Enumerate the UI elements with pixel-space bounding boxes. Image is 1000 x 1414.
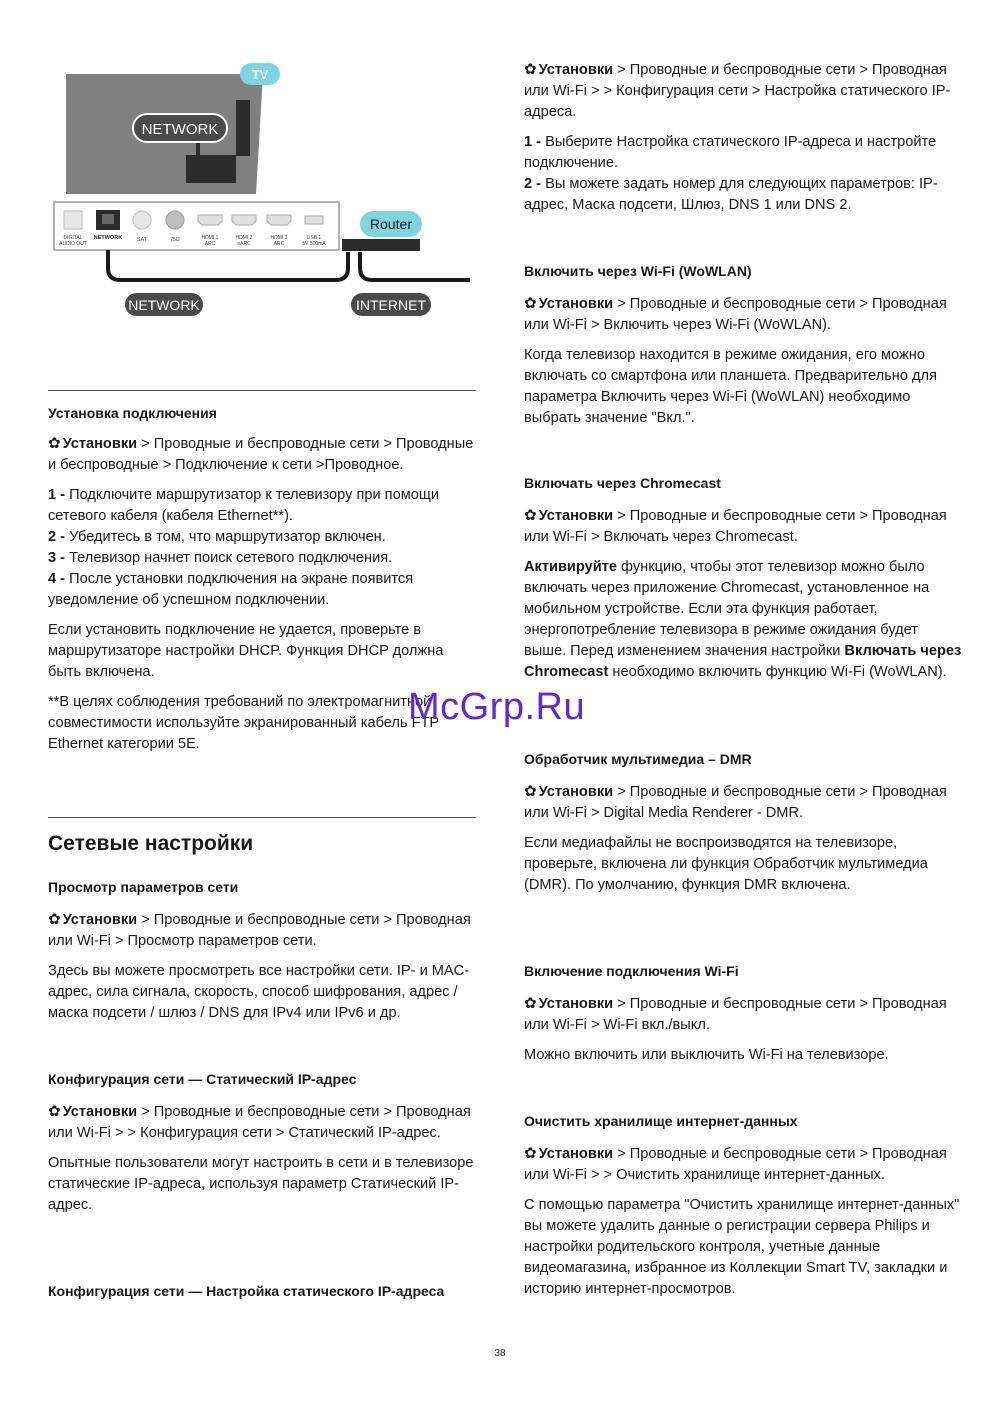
section-divider bbox=[48, 817, 476, 818]
paragraph: Когда телевизор находится в режиме ожидания, его можно включать со смартфона или планшета. Предварительно для параметра Включить через Wi-Fi (WoWLAN) необходимо выбрать значение "Вкл.". bbox=[524, 347, 937, 426]
path-text: > Проводные и беспроводные сети > Проводная или Wi-Fi > Wi-Fi вкл./выкл. bbox=[524, 996, 947, 1033]
port-label: HDMI 2 bbox=[235, 235, 253, 241]
gear-icon: ✿ bbox=[524, 507, 537, 524]
settings-label: Установки bbox=[62, 912, 138, 928]
settings-label: Установки bbox=[538, 1146, 614, 1162]
port-sublabel: ARC bbox=[273, 241, 285, 247]
path-text: > Проводные и беспроводные сети > Проводная или Wi-Fi > > Конфигурация сети > Статический IP-адрес. bbox=[48, 1104, 471, 1141]
step-text: Подключите маршрутизатор к телевизору при помощи сетевого кабеля (кабеля Ethernet**). bbox=[48, 487, 440, 524]
paragraph: Можно включить или выключить Wi-Fi на телевизоре. bbox=[524, 1047, 889, 1063]
gear-icon: ✿ bbox=[48, 1103, 61, 1120]
text: необходимо включить функцию Wi-Fi (WoWLAN). bbox=[608, 664, 947, 680]
section-static-ip-setup bbox=[48, 1281, 476, 1302]
port-sublabel: 5V 500mA bbox=[302, 241, 326, 247]
step-number: 4 - bbox=[48, 571, 66, 587]
path-text: > Проводные и беспроводные сети > Проводные и беспроводные > Подключение к сети >Проводное. bbox=[48, 436, 474, 473]
path-text: > Проводные и беспроводные сети > Проводная или Wi-Fi > Просмотр параметров сети. bbox=[48, 912, 471, 949]
port-strip bbox=[54, 202, 339, 250]
section-view-network bbox=[48, 877, 476, 1024]
section-title: Установка подключения bbox=[48, 405, 217, 421]
gear-icon: ✿ bbox=[524, 295, 537, 312]
paragraph: С помощью параметра "Очистить хранилище интернет-данных" вы можете удалить данные о регистрации сервера Philips и настройки родительского контроля, учетные данные видеомагазина, избранное из Коллекции Smart TV, закладки и историю интернет-просмотров. bbox=[524, 1197, 960, 1297]
settings-label: Установки bbox=[62, 436, 138, 452]
step-number: 1 - bbox=[524, 134, 542, 150]
step-list bbox=[524, 132, 964, 216]
paragraph: Если медиафайлы не воспроизводятся на телевизоре, проверьте, включена ли функция Обработчик мультимедиа (DMR). По умолчанию, функция DMR включена. bbox=[524, 835, 928, 893]
settings-path bbox=[524, 505, 964, 548]
step-number: 2 - bbox=[48, 529, 66, 545]
network-label bbox=[133, 114, 227, 142]
settings-path bbox=[48, 909, 476, 952]
path-text: > Проводные и беспроводные сети > Проводная или Wi-Fi > Включать через Chromecast. bbox=[524, 508, 947, 545]
settings-label: Установки bbox=[538, 62, 614, 78]
section-title: Конфигурация сети — Статический IP-адрес bbox=[48, 1071, 357, 1087]
settings-label: Установки bbox=[538, 996, 614, 1012]
settings-path bbox=[524, 1143, 964, 1186]
port-label: HDMI 3 bbox=[270, 235, 288, 241]
port-sublabel: ARC bbox=[204, 241, 216, 247]
network-label-text: NETWORK bbox=[141, 121, 219, 138]
port-label: HDMI 1 bbox=[201, 235, 219, 241]
port-label: DIGITAL bbox=[63, 235, 83, 241]
settings-label: Установки bbox=[538, 508, 614, 524]
emphasis: Активируйте bbox=[524, 559, 617, 575]
port-label: NETWORK bbox=[93, 235, 123, 241]
port-label: 75Ω bbox=[170, 237, 180, 243]
section-title: Обработчик мультимедиа – DMR bbox=[524, 751, 752, 767]
section-title: Включать через Chromecast bbox=[524, 475, 721, 491]
router bbox=[342, 211, 422, 251]
router-label: Router bbox=[369, 216, 413, 232]
network-settings bbox=[48, 831, 476, 857]
network-connection-diagram bbox=[48, 56, 478, 324]
network-cable-text: NETWORK bbox=[128, 297, 200, 313]
gear-icon: ✿ bbox=[524, 995, 537, 1012]
port-label: USB 1 bbox=[306, 235, 322, 241]
port-label: SAT bbox=[136, 237, 148, 243]
step-number: 1 - bbox=[48, 487, 66, 503]
tv-badge-label: TV bbox=[251, 67, 269, 82]
step-text: После установки подключения на экране появится уведомление об успешном подключении. bbox=[48, 571, 414, 608]
settings-label: Установки bbox=[538, 784, 614, 800]
section-title: Включить через Wi-Fi (WoWLAN) bbox=[524, 263, 752, 279]
section-title: Включение подключения Wi-Fi bbox=[524, 963, 739, 979]
internet-cable-text: INTERNET bbox=[356, 297, 426, 313]
port-network bbox=[94, 210, 122, 241]
settings-path bbox=[524, 781, 964, 824]
section-title: Конфигурация сети — Настройка статического IP-адреса bbox=[48, 1283, 445, 1299]
section-static-ip bbox=[48, 1069, 476, 1216]
section-static-ip-config bbox=[524, 59, 964, 216]
step-text: Убедитесь в том, что маршрутизатор включен. bbox=[65, 529, 386, 545]
paragraph: Опытные пользователи могут настроить в сети и в телевизоре статические IP-адреса, используя параметр Статический IP-адрес. bbox=[48, 1155, 474, 1213]
step-text: Вы можете задать номер для следующих параметров: IP-адрес, Маска подсети, Шлюз, DNS 1 или DNS 2. bbox=[524, 176, 938, 213]
section-divider bbox=[48, 390, 476, 391]
section-title: Очистить хранилище интернет-данных bbox=[524, 1113, 798, 1129]
path-text: > Проводные и беспроводные сети > Проводная или Wi-Fi > > Очистить хранилище интернет-данных. bbox=[524, 1146, 947, 1183]
gear-icon: ✿ bbox=[524, 783, 537, 800]
path-text: > Проводные и беспроводные сети > Проводная или Wi-Fi > Включить через Wi-Fi (WoWLAN). bbox=[524, 296, 947, 333]
paragraph bbox=[524, 557, 964, 683]
section-wifi-toggle bbox=[524, 961, 964, 1066]
page-heading: Сетевые настройки bbox=[48, 832, 254, 855]
section-wowlan bbox=[524, 261, 964, 429]
settings-path bbox=[524, 293, 964, 336]
gear-icon: ✿ bbox=[524, 1145, 537, 1162]
section-chromecast bbox=[524, 473, 964, 683]
gear-icon: ✿ bbox=[48, 911, 61, 928]
watermark: McGrp.Ru bbox=[408, 686, 586, 728]
paragraph: **В целях соблюдения требований по электромагнитной совместимости используйте экранированный кабель FTP Ethernet категории 5E. bbox=[48, 694, 439, 752]
text: функцию, чтобы этот телевизор можно было включать через приложение Chromecast, установленное на мобильном устройстве. Если эта функция работает, энергопотребление телевизора в режиме ожидания будет выше. Перед изменением значения настройки bbox=[524, 559, 930, 659]
settings-label: Установки bbox=[62, 1104, 138, 1120]
step-list bbox=[48, 485, 476, 611]
settings-path bbox=[48, 1101, 476, 1144]
settings-label: Установки bbox=[538, 296, 614, 312]
step-text: Выберите Настройка статического IP-адреса и настройте подключение. bbox=[524, 134, 937, 171]
step-number: 2 - bbox=[524, 176, 542, 192]
path-text: > Проводные и беспроводные сети > Проводная или Wi-Fi > > Конфигурация сети > Настройка статического IP-адреса. bbox=[524, 62, 951, 120]
paragraph: Если установить подключение не удается, проверьте в маршрутизаторе настройки DHCP. Функция DHCP должна быть включена. bbox=[48, 622, 444, 680]
paragraph: Здесь вы можете просмотреть все настройки сети. IP- и MAC-адрес, сила сигнала, скорость, способ шифрования, адрес / маска подсети / шлюз / DNS для IPv4 или IPv6 и др. bbox=[48, 963, 470, 1021]
section-dmr bbox=[524, 749, 964, 896]
internet-cable-label bbox=[350, 292, 432, 317]
section-clear-data bbox=[524, 1111, 964, 1300]
port-sublabel: eARC bbox=[237, 241, 251, 247]
section-title: Просмотр параметров сети bbox=[48, 879, 239, 895]
emphasis: Включать через Chromecast bbox=[524, 643, 962, 680]
settings-path bbox=[524, 59, 964, 123]
gear-icon: ✿ bbox=[48, 435, 61, 452]
gear-icon: ✿ bbox=[524, 61, 537, 78]
step-text: Телевизор начнет поиск сетевого подключения. bbox=[65, 550, 393, 566]
settings-path bbox=[48, 433, 476, 476]
network-cable-label bbox=[124, 292, 204, 317]
step-number: 3 - bbox=[48, 550, 66, 566]
settings-path bbox=[524, 993, 964, 1036]
path-text: > Проводные и беспроводные сети > Проводная или Wi-Fi > Digital Media Renderer - DMR. bbox=[524, 784, 947, 821]
page-number: 38 bbox=[494, 1348, 506, 1359]
port-sublabel: AUDIO OUT bbox=[59, 241, 87, 247]
tv-badge bbox=[240, 63, 280, 85]
